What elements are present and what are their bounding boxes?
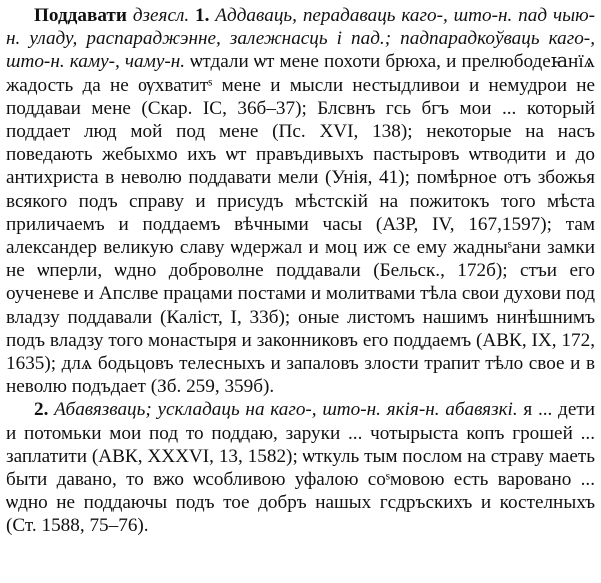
sense-2-number: 2. xyxy=(34,399,49,421)
sense-1-paragraph xyxy=(6,4,595,398)
headword: Поддавати xyxy=(34,5,127,26)
grammar-label: дзеясл. xyxy=(132,5,190,26)
sense-2-paragraph xyxy=(6,398,595,537)
dictionary-entry xyxy=(6,4,595,538)
sense-1-definition: Аддаваць, перадаваць каго-, што-н. пад чыю-н. уладу, распараджэнне, залежнасць і пад.; падпарадкоўваць каго-, што-н. каму-, чаму-н. xyxy=(6,5,596,73)
sense-1-number: 1. xyxy=(195,5,210,26)
sense-1-citations: ѡтдали ѡт мене похоти брюха, и прелюбодеꙗнїѧ жадость да не ѹхватитˢ мене и мысли нестыдливои и немудрои не поддаваи мене (Скар. IС, 36б–37); Блсвнъ гсь бгъ мои ... который поддает люд мой под мене (Пс. XVI, 138); некоторые на насъ поведають жебыхмо ихъ ѡт правъдивыхъ пастыровъ ѡтводити и до антихриста в неволю поддавати мели (Унія, 41); помѣрное отъ збожья всякого подъ справу и присудъ мѣстскій на пожитокъ того мѣстa приличаемъ и поддаемъ вѣчными часы (АЗР, IV, 167,1597); там александер великую славу ѡдержал и моц иж се ему жадныˢани замки не ѡперли, ѡдно доброволне поддавали (Бельск., 172б); стъи его оученеве и Апслве працами постами и молитвами тѣла свои духови под владзу поддавали (Каліст, I, 33б); оные листомъ нашимъ нинѣшнимъ подъ владзу того монастыря и законниковъ его поддаемъ (АВК, IX, 172, 1635); длѧ бодьцовъ телесныхъ и запаловъ злости трапит тѣло свое и в неволю подъдает (Зб. 259, 359б). xyxy=(6,51,595,398)
sense-2-citations: я ... дети и потомьки мои под то поддаю, заруки ... чотырыста копъ грошей ... заплатити (АВК, XXXVI, 13, 1582); ѡткуль тым послом на страву маеть быти давано, то вжо ѡсобливою уфалою соˢмовою есть варовано ... ѡдно не поддаючы подъ тое добръ нашых гсдръскихъ и костелныхъ (Ст. 1588, 75–76). xyxy=(6,399,595,537)
sense-2-definition: Абавязваць; ускладаць на каго-, што-н. якія-н. абавязкі. xyxy=(54,399,518,421)
